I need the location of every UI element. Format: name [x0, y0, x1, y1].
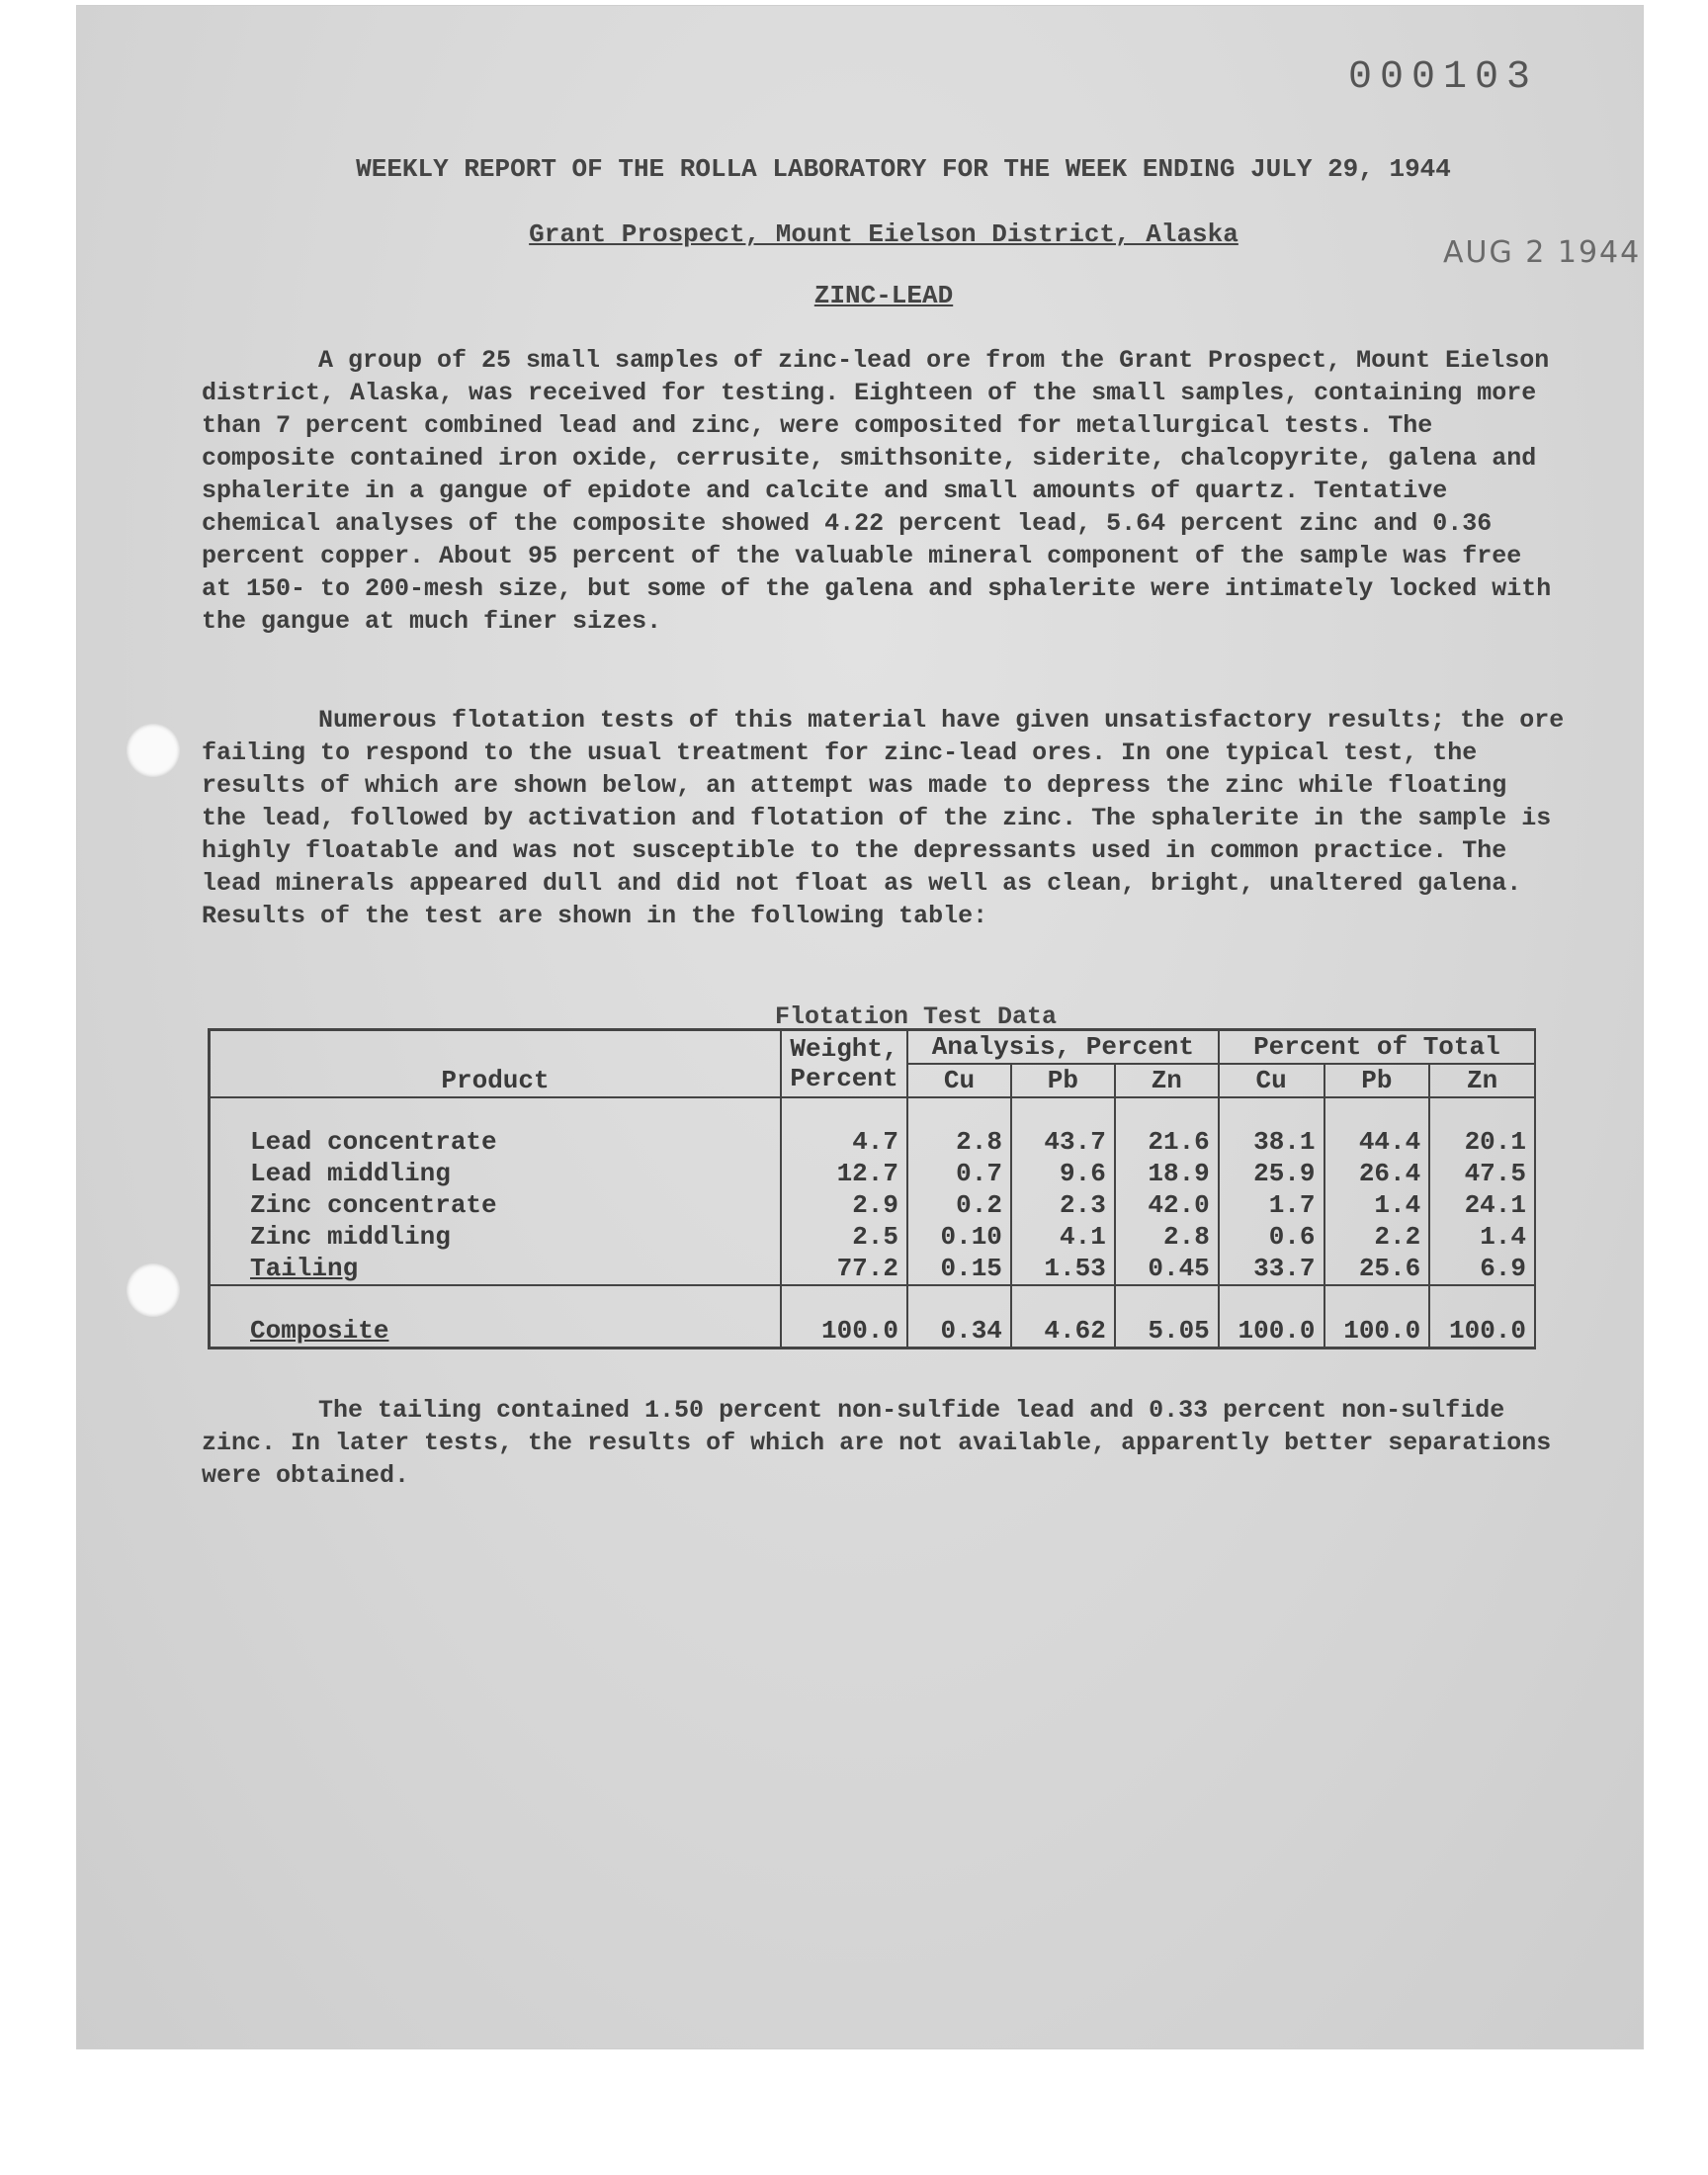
cell-total-pb: 2.2 — [1324, 1221, 1430, 1253]
cell-analysis-zn: 42.0 — [1115, 1189, 1219, 1221]
cell-total-zn: 100.0 — [1429, 1285, 1535, 1348]
col-header-weight — [781, 1030, 907, 1098]
cell-product: Zinc middling — [210, 1221, 782, 1253]
cell-weight: 12.7 — [781, 1158, 907, 1189]
cell-total-pb: 1.4 — [1324, 1189, 1430, 1221]
cell-total-cu: 1.7 — [1219, 1189, 1324, 1221]
col-header-total: Percent of Total — [1219, 1030, 1535, 1065]
cell-analysis-pb: 9.6 — [1011, 1158, 1115, 1189]
cell-analysis-cu: 2.8 — [907, 1126, 1011, 1158]
cell-total-zn: 47.5 — [1429, 1158, 1535, 1189]
punch-hole-top — [127, 724, 180, 777]
date-stamp: AUG 2 1944 — [1443, 235, 1642, 270]
cell-weight: 2.5 — [781, 1221, 907, 1253]
col-header-analysis-pb: Pb — [1011, 1064, 1115, 1097]
cell-product: Zinc concentrate — [210, 1189, 782, 1221]
col-header-total-cu: Cu — [1219, 1064, 1324, 1097]
table-row — [210, 1126, 1536, 1158]
col-header-total-pb: Pb — [1324, 1064, 1430, 1097]
table-row — [210, 1253, 1536, 1285]
cell-analysis-zn: 18.9 — [1115, 1158, 1219, 1189]
report-title: WEEKLY REPORT OF THE ROLLA LABORATORY FOR THE WEEK ENDING JULY 29, 1944 — [356, 154, 1451, 184]
cell-total-cu: 100.0 — [1219, 1285, 1324, 1348]
cell-total-zn: 1.4 — [1429, 1221, 1535, 1253]
section-heading: ZINC-LEAD — [813, 281, 954, 310]
cell-total-pb: 25.6 — [1324, 1253, 1430, 1285]
cell-total-zn: 24.1 — [1429, 1189, 1535, 1221]
table-row — [210, 1221, 1536, 1253]
cell-total-pb: 44.4 — [1324, 1126, 1430, 1158]
col-header-analysis-cu: Cu — [907, 1064, 1011, 1097]
col-header-weight-line1: Weight, — [790, 1034, 898, 1064]
cell-analysis-cu: 0.10 — [907, 1221, 1011, 1253]
col-header-weight-line2: Percent — [790, 1064, 898, 1093]
cell-analysis-cu: 0.2 — [907, 1189, 1011, 1221]
cell-total-cu: 38.1 — [1219, 1126, 1324, 1158]
paragraph-tailing: The tailing contained 1.50 percent non-sulfide lead and 0.33 percent non-sulfide zinc. In later tests, the results of which are not available, apparently better separations were obtained. — [202, 1396, 1552, 1490]
cell-product: Lead middling — [210, 1158, 782, 1189]
cell-analysis-cu: 0.7 — [907, 1158, 1011, 1189]
cell-total-cu: 25.9 — [1219, 1158, 1324, 1189]
cell-analysis-pb: 43.7 — [1011, 1126, 1115, 1158]
table-row — [210, 1158, 1536, 1189]
cell-weight: 2.9 — [781, 1189, 907, 1221]
col-header-product: Product — [210, 1030, 782, 1098]
cell-analysis-zn: 21.6 — [1115, 1126, 1219, 1158]
cell-analysis-zn: 2.8 — [1115, 1221, 1219, 1253]
cell-total-zn: 6.9 — [1429, 1253, 1535, 1285]
cell-analysis-pb: 1.53 — [1011, 1253, 1115, 1285]
cell-total-pb: 26.4 — [1324, 1158, 1430, 1189]
cell-total-cu: 33.7 — [1219, 1253, 1324, 1285]
cell-product: Tailing — [210, 1253, 782, 1285]
col-header-analysis: Analysis, Percent — [907, 1030, 1219, 1065]
cell-total-zn: 20.1 — [1429, 1126, 1535, 1158]
paragraph-samples: A group of 25 small samples of zinc-lead ore from the Grant Prospect, Mount Eielson district, Alaska, was received for testing. Eighteen of the small samples, containing more than 7 percent combined lead and zinc, were composited for metallurgical tests. The composite contained iron oxide, cerrusite, smithsonite, siderite, chalcopyrite, galena and sphalerite in a gangue of epidote and calcite and small amounts of quartz. Tentative chemical analyses of the composite showed 4.22 percent lead, 5.64 percent zinc and 0.36 percent copper. About 95 percent of the valuable mineral component of the sample was free at 150- to 200-mesh size, but some of the galena and sphalerite were intimately locked with the gangue at much finer sizes. — [202, 346, 1552, 636]
table-caption: Flotation Test Data — [775, 1002, 1058, 1031]
report-subtitle: Grant Prospect, Mount Eielson District, Alaska — [529, 219, 1238, 249]
cell-analysis-zn: 0.45 — [1115, 1253, 1219, 1285]
flotation-table — [208, 1028, 1536, 1349]
table-row-composite — [210, 1285, 1536, 1348]
document-number: 000103 — [1348, 55, 1539, 100]
cell-analysis-cu: 0.34 — [907, 1285, 1011, 1348]
cell-weight: 77.2 — [781, 1253, 907, 1285]
cell-analysis-pb: 4.1 — [1011, 1221, 1115, 1253]
cell-total-cu: 0.6 — [1219, 1221, 1324, 1253]
cell-total-pb: 100.0 — [1324, 1285, 1430, 1348]
punch-hole-bottom — [127, 1263, 180, 1317]
table-row — [210, 1189, 1536, 1221]
table-spacer-row — [210, 1097, 1536, 1126]
cell-analysis-zn: 5.05 — [1115, 1285, 1219, 1348]
col-header-total-zn: Zn — [1429, 1064, 1535, 1097]
col-header-analysis-zn: Zn — [1115, 1064, 1219, 1097]
cell-analysis-cu: 0.15 — [907, 1253, 1011, 1285]
cell-weight: 100.0 — [781, 1285, 907, 1348]
cell-product: Composite — [210, 1285, 782, 1348]
cell-analysis-pb: 2.3 — [1011, 1189, 1115, 1221]
cell-product: Lead concentrate — [210, 1126, 782, 1158]
cell-analysis-pb: 4.62 — [1011, 1285, 1115, 1348]
paragraph-flotation: Numerous flotation tests of this material have given unsatisfactory results; the ore failing to respond to the usual treatment for zinc-lead ores. In one typical test, the results of which are shown below, an attempt was made to depress the zinc while floating the lead, followed by activation and flotation of the zinc. The sphalerite in the sample is highly floatable and was not susceptible to the depressants used in common practice. The lead minerals appeared dull and did not float as well as clean, bright, unaltered galena. Results of the test are shown in the following table: — [202, 706, 1565, 930]
cell-weight: 4.7 — [781, 1126, 907, 1158]
